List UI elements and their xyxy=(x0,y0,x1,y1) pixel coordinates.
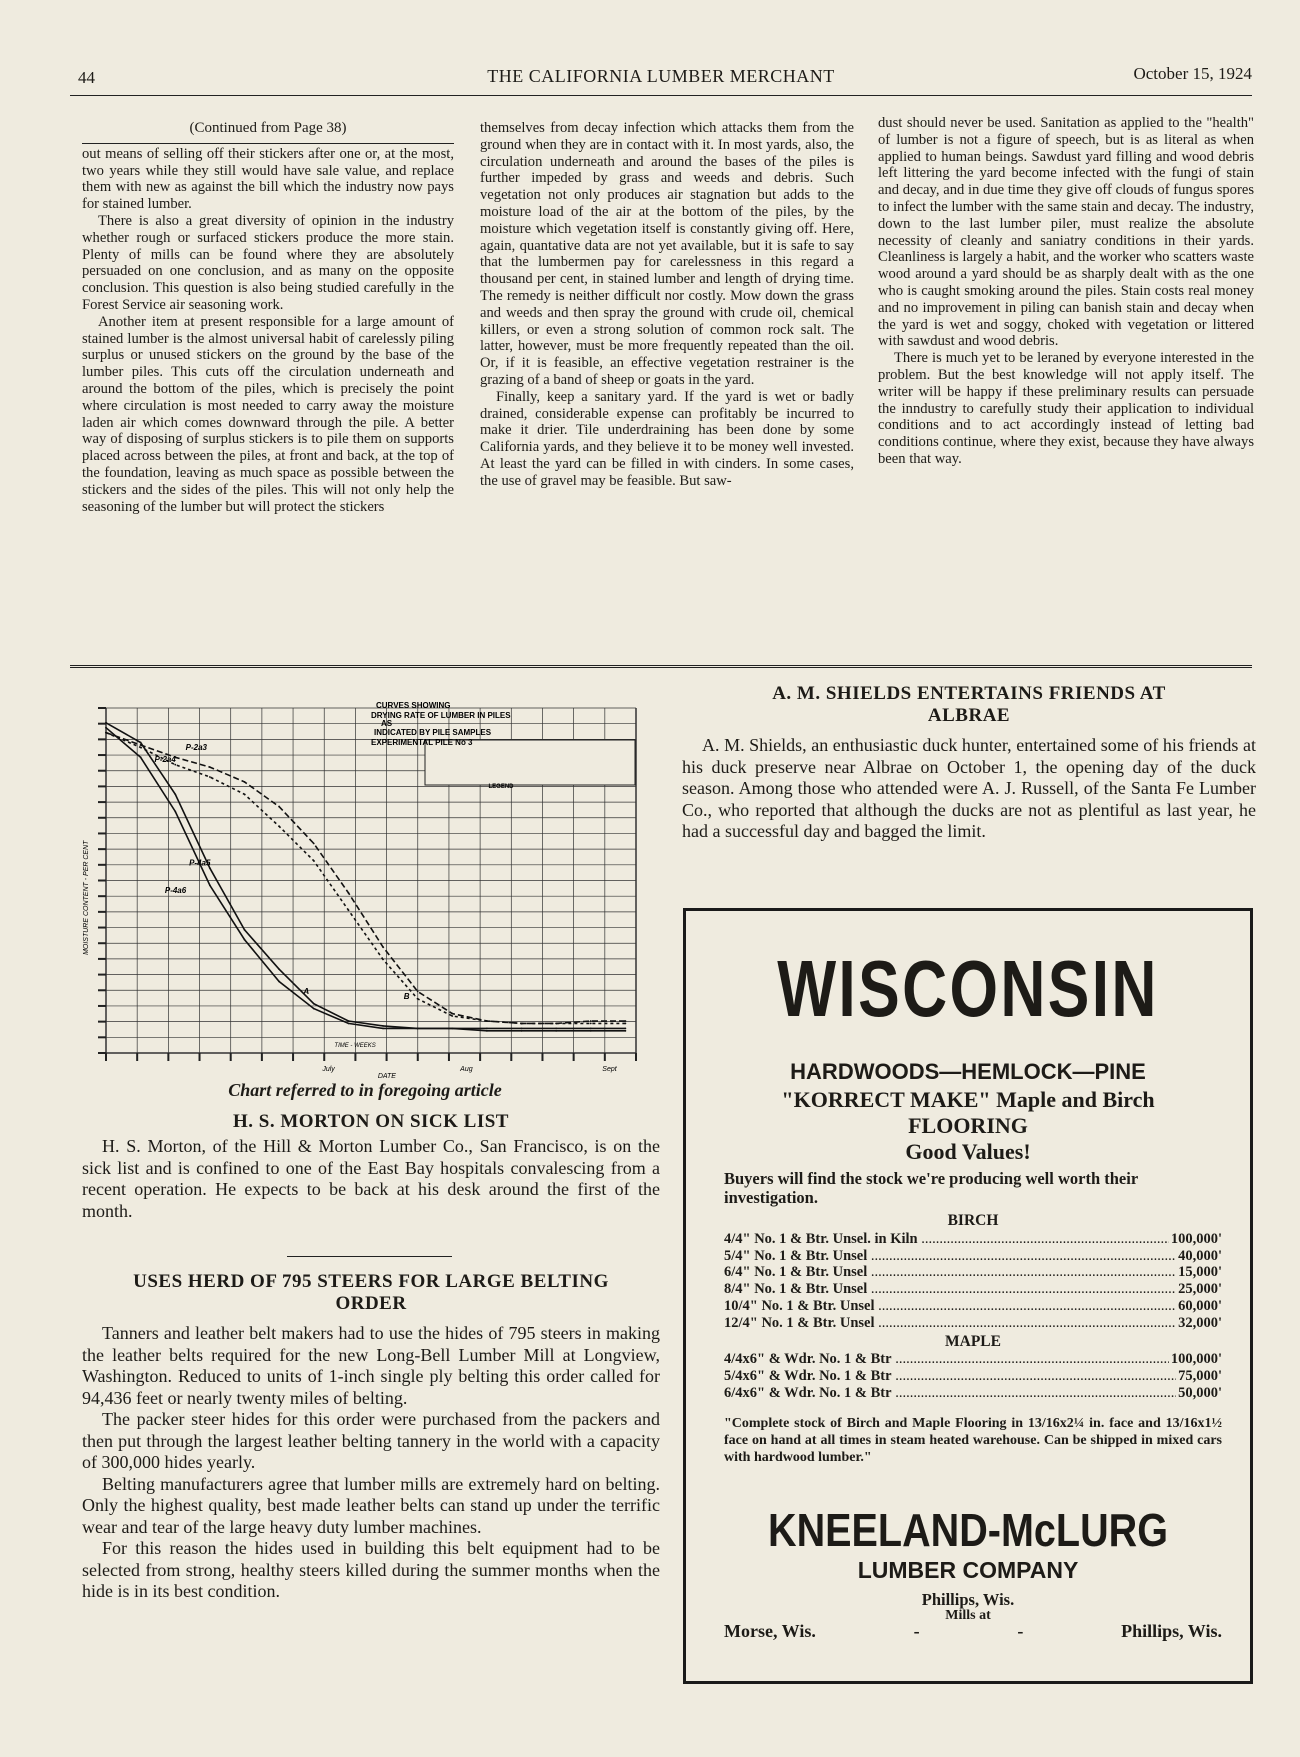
article-morton-title: H. S. MORTON ON SICK LIST xyxy=(233,1111,509,1132)
data-point xyxy=(105,732,107,734)
data-point xyxy=(451,1013,453,1015)
data-point xyxy=(382,1027,384,1029)
ad-mill-dash-2: - xyxy=(1017,1621,1024,1641)
article-shields-body xyxy=(682,735,1256,843)
stock-row xyxy=(724,1315,1222,1332)
stock-description: 8/4" No. 1 & Btr. Unsel ..... xyxy=(724,1281,1176,1298)
x-axis-label-time: TIME - WEEKS xyxy=(334,1043,376,1049)
data-point xyxy=(590,1027,592,1029)
data-point xyxy=(555,1030,557,1032)
paragraph: Belting manufacturers agree that lumber mills are extremely hard on belting. Only the highest quality, best made leather belts can stand up under the terrific wear and tear of the large heavy duty lumber machines. xyxy=(82,1473,660,1537)
header-rule xyxy=(70,95,1252,96)
article-steers-title: USES HERD OF 795 STEERS FOR LARGE BELTING ORDER xyxy=(133,1271,609,1314)
stock-section-heading: MAPLE xyxy=(945,1332,1001,1350)
stock-quantity: 25,000' xyxy=(1178,1281,1222,1298)
stock-row xyxy=(724,1281,1222,1298)
ad-mill-right: Phillips, Wis. xyxy=(1121,1621,1222,1641)
data-point xyxy=(417,998,419,1000)
data-point xyxy=(244,781,246,783)
curve-label: P-2a3 xyxy=(185,742,208,752)
data-point xyxy=(174,811,176,813)
paragraph: Tanners and leather belt makers had to use the hides of 795 steers in making the leather belts required for the new Long-Bell Lumber Mill at Longview, Washington. Reduced to units of 1-inch single ply belting this order called for 94,436 feet or nearly twenty miles of belting. xyxy=(82,1323,660,1408)
data-point xyxy=(209,776,211,778)
stock-quantity: 75,000' xyxy=(1178,1368,1222,1385)
paragraph: The packer steer hides for this order were purchased from the packers and then put through the largest leather belting tannery in the world with a capacity of 300,000 hides yearly. xyxy=(82,1409,660,1472)
data-point xyxy=(278,968,280,970)
article-shields-title: A. M. SHIELDS ENTERTAINS FRIENDS AT ALBRAE xyxy=(772,683,1166,726)
article-column-1 xyxy=(82,120,454,515)
data-point xyxy=(555,1027,557,1029)
stock-row xyxy=(724,1298,1222,1315)
paragraph: Finally, keep a sanitary yard. If the yard is wet or badly drained, considerable expense can profitably be incurred to make it drier. Tile underdraining has been done by some California yards, and they believe it to be money well invested. At least the yard can be filled in with cinders. In some cases, the use of gravel may be feasible. But saw- xyxy=(480,388,854,489)
paragraph: There is also a great diversity of opinion in the industry whether rough or surfaced stickers produce the more stain. Plenty of mills can be found where they are absolutely persuaded on one conclusion, and as many on the opposite conclusion. This question is also being studied carefully in the Forest Service air seasoning work. xyxy=(82,212,454,313)
data-point xyxy=(209,766,211,768)
data-point xyxy=(521,1027,523,1029)
data-point xyxy=(174,793,176,795)
data-point xyxy=(209,885,211,887)
data-point xyxy=(347,892,349,894)
data-point xyxy=(105,722,107,724)
ad-stock-list xyxy=(724,1211,1222,1402)
stock-row xyxy=(724,1351,1222,1368)
section-double-rule xyxy=(70,665,1252,671)
data-point xyxy=(278,825,280,827)
paragraph: For this reason the hides used in building this belt equipment had to be selected from strong, healthy steers killed during the summer months when the hide is in its best condition. xyxy=(82,1538,660,1601)
article-steers xyxy=(82,1271,660,1603)
data-point xyxy=(625,1020,627,1022)
paragraph: There is much yet to be leraned by everyone interested in the problem. But the best knowledge will not apply itself. The writer will be happy if these preliminary results can persuade the inndustry to carefully study their application to individual conditions and to act accordingly instead of letting bad conditions continue, where they exist, because they have always been that way. xyxy=(878,350,1254,467)
paragraph: Another item at present responsible for a large amount of stained lumber is the almost universal habit of carelessly piling surplus or unused stickers on the ground by the base of the lumber piles. This cuts off the circulation underneath and around the bottom of the piles, which is precisely the point where circulation is most needed to carry away the moisture laden air which comes downward through the pile. A better way of disposing of surplus stickers is to pile them on supports placed across between the piles, at front and back, at the top of the foundation, leaving as much space as possible between the stickers and the sides of the piles. This will not only help the seasoning of the lumber but will protect the stickers xyxy=(82,313,454,515)
article-steers-body xyxy=(82,1323,660,1603)
data-point xyxy=(313,860,315,862)
article-morton-body xyxy=(82,1136,660,1222)
legend-heading: LEGEND xyxy=(488,784,514,790)
data-point xyxy=(625,1030,627,1032)
data-point xyxy=(382,946,384,948)
ad-buyers-note: Buyers will find the stock we're producing well worth their investigation. xyxy=(724,1169,1138,1207)
stock-row xyxy=(724,1231,1222,1248)
paragraph: H. S. Morton, of the Hill & Morton Lumber Co., San Francisco, is on the sick list and is confined to one of the East Bay hospitals convalescing from a recent operation. He expects to be back at his desk around the first of the month. xyxy=(82,1136,660,1221)
x-month-label: Sept xyxy=(602,1066,617,1073)
data-point xyxy=(486,1027,488,1029)
chart-title-line: EXPERIMENTAL PILE No 3 xyxy=(371,738,473,747)
stock-description: 5/4x6" & Wdr. No. 1 & Btr ..... xyxy=(724,1368,1176,1385)
data-point xyxy=(521,1023,523,1025)
chart-labels xyxy=(154,743,409,1001)
data-point xyxy=(486,1030,488,1032)
article-column-3 xyxy=(878,115,1254,468)
data-point xyxy=(140,742,142,744)
ad-headline: WISCONSIN xyxy=(777,944,1159,1033)
stock-quantity: 15,000' xyxy=(1178,1264,1222,1281)
continued-note: (Continued from Page 38) xyxy=(189,120,347,136)
chart-caption: Chart referred to in foregoing article xyxy=(228,1080,502,1100)
article-shields xyxy=(682,683,1256,843)
data-point xyxy=(347,1023,349,1025)
chart-title-line: DRYING RATE OF LUMBER IN PILES xyxy=(371,711,511,720)
data-point xyxy=(590,1030,592,1032)
data-point xyxy=(382,958,384,960)
stock-quantity: 100,000' xyxy=(1170,1230,1222,1247)
ad-flooring: FLOORING xyxy=(908,1113,1028,1138)
stock-row xyxy=(724,1368,1222,1385)
paragraph: dust should never be used. Sanitation as applied to the "health" of lumber is not a figure of speech, but is as literal as when applied to human beings. Sawdust yard filling and wood debris left littering the yard become infected with the fungi of stain and decay, and in due time they give off clouds of fungus spores to infect the lumber with the same stain and decay. The industry, down to the last lumber piler, must realize the absolute necessity of cleanly and saniatry conditions in their yards. Cleanliness is largely a habit, and the worker who scatters waste wood around a yard should be as sharply dealt with as the one who is caught smoking around the piles. Stain costs real money and no improvement in piling can banish stain and decay when the yard is wet and soggy, choked with vegetation or littered with sawdust and wood debris. xyxy=(878,115,1254,350)
drying-rate-chart xyxy=(70,690,660,1080)
ad-mill-left: Morse, Wis. xyxy=(724,1621,816,1641)
ad-korrect-make: "KORRECT MAKE" Maple and Birch xyxy=(781,1087,1155,1112)
data-point xyxy=(140,756,142,758)
article-separator xyxy=(287,1256,452,1257)
data-point xyxy=(140,747,142,749)
article-morton xyxy=(82,1111,660,1222)
ad-mill-dash-1: - xyxy=(913,1621,920,1641)
y-axis-label: MOISTURE CONTENT - PER CENT xyxy=(83,840,90,955)
point-label: A xyxy=(303,986,310,996)
chart-title-line: AS xyxy=(381,719,393,728)
data-point xyxy=(347,909,349,911)
ad-mills-at: Mills at xyxy=(945,1608,991,1623)
chart-title-line: INDICATED BY PILE SAMPLES xyxy=(374,728,492,737)
data-point xyxy=(105,727,107,729)
data-point xyxy=(278,981,280,983)
stock-quantity: 40,000' xyxy=(1178,1247,1222,1264)
article-column-2 xyxy=(480,120,854,490)
paragraph: A. M. Shields, an enthusiastic duck hunter, entertained some of his friends at his duck preserve near Albrae on October 1, the opening day of the duck season. Among those who attended were A. J. Russell, of the Santa Fe Lumber Co., who reported that although the ducks are not as plentiful as last year, he had a successful day and bagged the limit. xyxy=(682,735,1256,841)
data-point xyxy=(417,1027,419,1029)
data-point xyxy=(347,1020,349,1022)
data-point xyxy=(278,806,280,808)
stock-quantity: 32,000' xyxy=(1178,1314,1222,1331)
data-point xyxy=(313,1008,315,1010)
data-point xyxy=(521,1030,523,1032)
stock-description: 5/4" No. 1 & Btr. Unsel ..... xyxy=(724,1248,1176,1265)
stock-row xyxy=(724,1385,1222,1402)
data-point xyxy=(244,929,246,931)
stock-row xyxy=(724,1264,1222,1281)
ad-company-name: KNEELAND-McLURG xyxy=(767,1504,1168,1556)
x-axis-label-date: DATE xyxy=(377,1073,396,1080)
data-point xyxy=(555,1023,557,1025)
data-point xyxy=(382,1025,384,1027)
page-number: 44 xyxy=(78,68,95,87)
stock-description: 4/4x6" & Wdr. No. 1 & Btr ..... xyxy=(724,1351,1169,1368)
stock-description: 4/4" No. 1 & Btr. Unsel. in Kiln ..... xyxy=(724,1231,1169,1248)
paragraph: themselves from decay infection which attacks them from the ground when they are in contact with it. In most yards, also, the circulation underneath and around the bases of the piles is further impeded by grass and weeds and debris. Such vegetation not only produces air stagnation but adds to the moisture load of the air at the bottom of the piles, by the moisture which vegetation itself is constantly giving off. Here, again, quantative data are not yet available, but it is safe to say that the lumbermen pay for carelessness in this regard a thousand per cent, in stained lumber and length of drying time. The remedy is neither difficult nor costly. Mow down the grass and weeds and then spray the ground with crude oil, chemical killers, or even a strong solution of common rock salt. The latter, however, must be more frequently repeated than the oil. Or, if it is feasible, an effective vegetation restrainer is the grazing of a band of sheep or goats in the yard. xyxy=(480,120,854,388)
stock-section-heading: BIRCH xyxy=(947,1212,999,1229)
data-point xyxy=(313,843,315,845)
kneeland-mclurg-advertisement xyxy=(683,908,1253,1684)
paragraph: out means of selling off their stickers after one or, at the most, two years while they still would have sale value, and replace them with new as against the bill which the industry now pays for stained lumber. xyxy=(82,145,454,213)
data-point xyxy=(451,1015,453,1017)
point-label: B xyxy=(403,991,410,1001)
data-point xyxy=(625,1023,627,1025)
data-point xyxy=(486,1020,488,1022)
data-point xyxy=(625,1027,627,1029)
x-month-label: July xyxy=(322,1066,335,1073)
stock-quantity: 50,000' xyxy=(1178,1384,1222,1401)
publication-title: THE CALIFORNIA LUMBER MERCHANT xyxy=(487,66,835,86)
x-month-label: Aug xyxy=(460,1066,473,1073)
data-point xyxy=(244,939,246,941)
stock-description: 12/4" No. 1 & Btr. Unsel ..... xyxy=(724,1315,1176,1332)
ad-stock-note: "Complete stock of Birch and Maple Flooring in 13/16x2¼ in. face and 13/16x1½ face on hand at all times in steam heated warehouse. Can be shipped in mixed cars with hardwood lumber." xyxy=(724,1416,1222,1465)
curve-label: P-2a4 xyxy=(154,755,176,765)
issue-date: October 15, 1924 xyxy=(1133,64,1252,83)
chart-title-line: CURVES SHOWING xyxy=(376,701,451,710)
curve-label: P-4a6 xyxy=(164,885,187,895)
ad-mill-locations xyxy=(724,1621,1222,1642)
stock-description: 10/4" No. 1 & Btr. Unsel ..... xyxy=(724,1298,1176,1315)
ad-city: Phillips, Wis. xyxy=(921,1590,1015,1609)
stock-quantity: 60,000' xyxy=(1178,1297,1222,1314)
data-point xyxy=(417,990,419,992)
data-point xyxy=(590,1020,592,1022)
continued-rule xyxy=(82,143,454,144)
stock-row xyxy=(724,1248,1222,1265)
stock-quantity: 100,000' xyxy=(1170,1351,1222,1368)
stock-description: 6/4x6" & Wdr. No. 1 & Btr ..... xyxy=(724,1385,1176,1402)
data-point xyxy=(313,1003,315,1005)
ad-products: HARDWOODS—HEMLOCK—PINE xyxy=(790,1059,1146,1084)
stock-description: 6/4" No. 1 & Btr. Unsel ..... xyxy=(724,1264,1176,1281)
ad-company-sub: LUMBER COMPANY xyxy=(857,1557,1079,1583)
curve-label: P-4a5 xyxy=(189,858,211,868)
ad-good-values: Good Values! xyxy=(905,1139,1031,1164)
data-point xyxy=(590,1023,592,1025)
data-point xyxy=(244,793,246,795)
data-point xyxy=(451,1027,453,1029)
page-header xyxy=(70,64,1252,90)
